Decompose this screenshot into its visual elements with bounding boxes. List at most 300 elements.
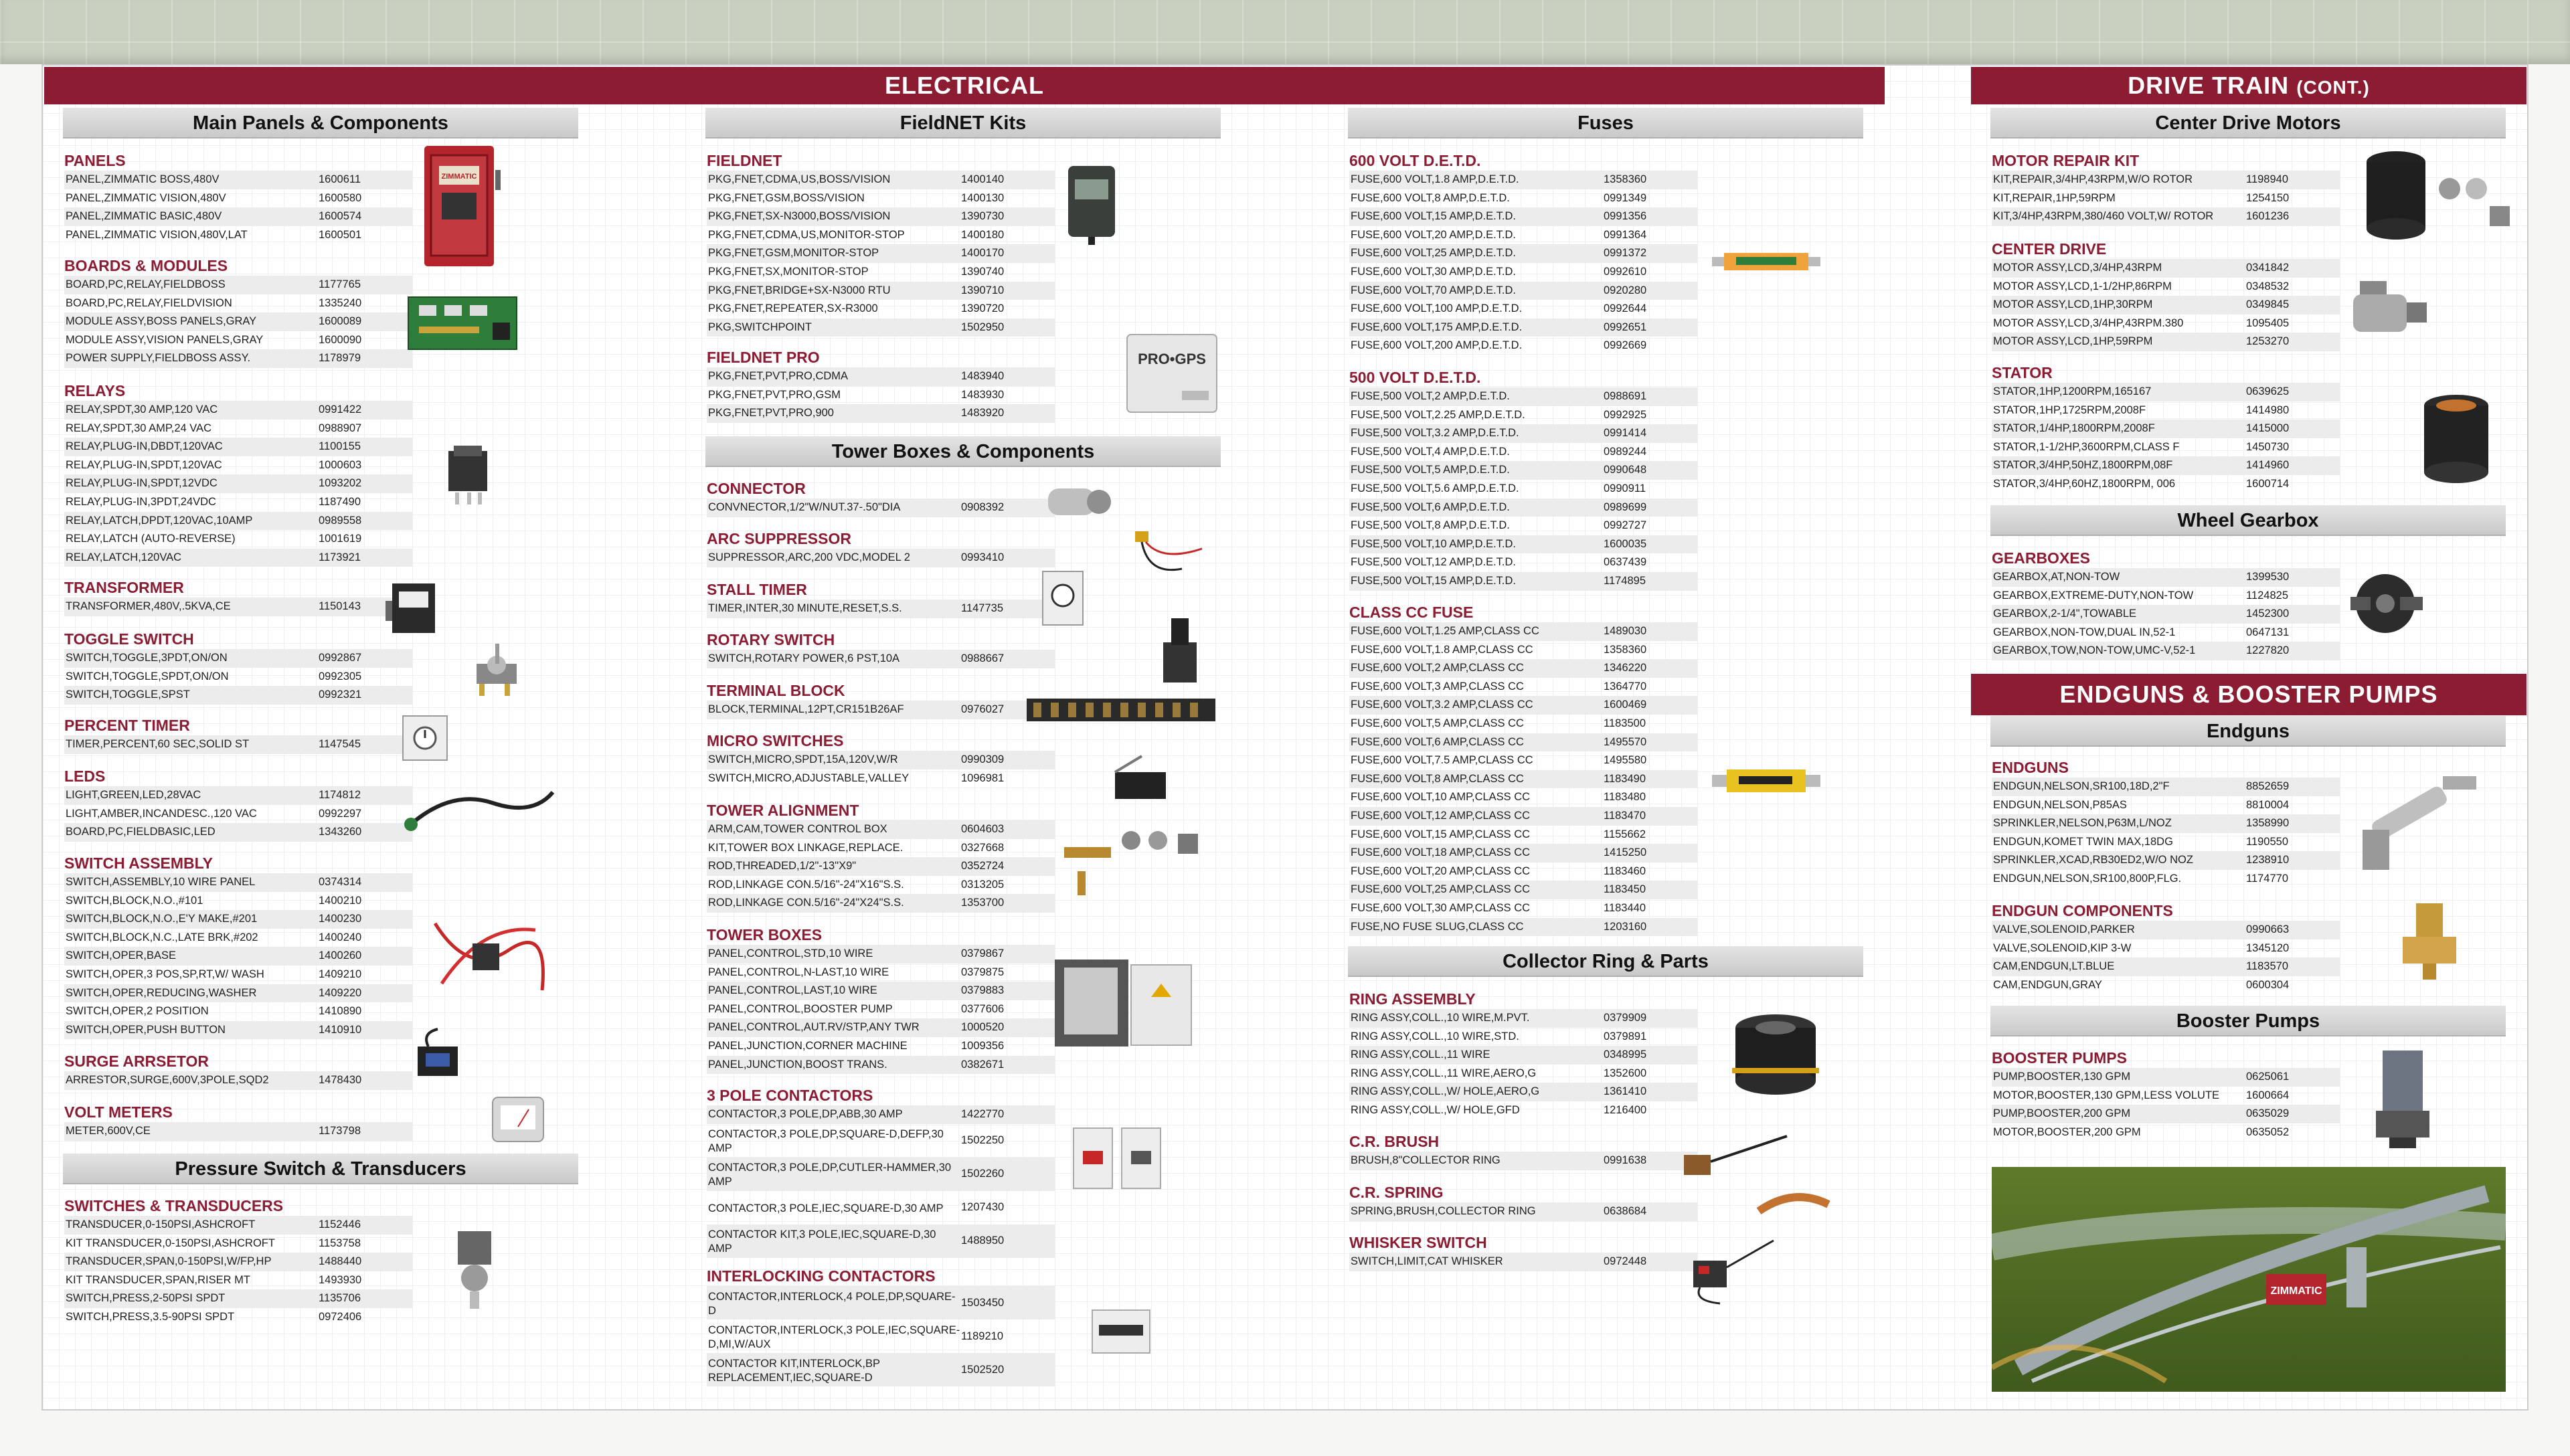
banner-electrical: ELECTRICAL xyxy=(44,67,1885,104)
part-number: 0638684 xyxy=(1604,1205,1647,1217)
subheader-collector-ring: Collector Ring & Parts xyxy=(1348,946,1863,977)
part-row xyxy=(1349,844,1697,862)
part-list xyxy=(1349,1152,1697,1170)
part-row xyxy=(1992,796,2340,815)
part-number: 1238910 xyxy=(2246,854,2290,867)
part-row xyxy=(64,1271,412,1290)
part-list xyxy=(1992,568,2340,660)
part-row xyxy=(707,1105,1055,1124)
part-row xyxy=(1349,535,1697,554)
part-row xyxy=(64,1122,412,1141)
part-description: STATOR,1-1/2HP,3600RPM,CLASS F xyxy=(1993,440,2180,453)
part-row xyxy=(707,244,1055,263)
part-description: VALVE,SOLENOID,KIP 3-W xyxy=(1993,941,2132,954)
part-description: CONTACTOR,3 POLE,DP,ABB,30 AMP xyxy=(708,1108,903,1120)
part-number: 1203160 xyxy=(1604,920,1647,933)
part-number: 0341842 xyxy=(2246,262,2290,274)
group-percent-timer xyxy=(64,716,412,754)
part-number: 1495580 xyxy=(1604,754,1647,767)
part-description: GEARBOX,EXTREME-DUTY,NON-TOW xyxy=(1993,589,2194,602)
part-row xyxy=(707,820,1055,839)
part-list xyxy=(1992,921,2340,994)
part-number: 1600611 xyxy=(319,173,361,185)
part-number: 1415000 xyxy=(2246,422,2290,435)
part-description: PKG,FNET,PVT,PRO,GSM xyxy=(708,388,841,401)
subheader-main-panels: Main Panels & Components xyxy=(63,108,578,139)
part-number: 1358990 xyxy=(2246,817,2290,830)
subheader-fieldnet-kits: FieldNET Kits xyxy=(705,108,1221,139)
group-heading: PERCENT TIMER xyxy=(64,717,190,734)
part-row xyxy=(1992,189,2340,208)
part-number: 0989699 xyxy=(1604,500,1647,513)
part-list xyxy=(707,171,1055,337)
part-row xyxy=(707,498,1055,517)
part-description: PKG,FNET,PVT,PRO,CDMA xyxy=(708,370,849,382)
group-heading: CENTER DRIVE xyxy=(1992,240,2107,258)
part-number: 1343260 xyxy=(319,826,362,838)
part-description: SUPPRESSOR,ARC,200 VDC,MODEL 2 xyxy=(708,551,910,563)
part-description: CONTACTOR KIT,3 POLE,IEC,SQUARE-D,30 AMP xyxy=(708,1228,936,1255)
part-row xyxy=(1349,318,1697,337)
part-number: 1399530 xyxy=(2246,571,2290,583)
part-row xyxy=(1349,171,1697,189)
part-row xyxy=(1349,1046,1697,1065)
part-description: TIMER,INTER,30 MINUTE,RESET,S.S. xyxy=(708,602,902,614)
part-description: RING ASSY,COLL.,10 WIRE,STD. xyxy=(1351,1030,1519,1042)
part-description: FUSE,600 VOLT,18 AMP,CLASS CC xyxy=(1351,846,1531,859)
part-list xyxy=(64,1122,412,1141)
part-number: 0988667 xyxy=(961,652,1005,664)
part-number: 1483920 xyxy=(961,407,1005,420)
part-description: FUSE,500 VOLT,2.25 AMP,D.E.T.D. xyxy=(1351,408,1525,421)
part-description: PANEL,ZIMMATIC BOSS,480V xyxy=(66,173,220,185)
part-row xyxy=(1992,438,2340,457)
part-number: 0379875 xyxy=(961,966,1005,978)
part-number: 1400240 xyxy=(319,931,362,943)
part-description: SPRINKLER,XCAD,RB30ED2,W/O NOZ xyxy=(1993,854,2193,867)
part-description: FUSE,600 VOLT,12 AMP,CLASS CC xyxy=(1351,809,1531,822)
part-description: FUSE,600 VOLT,7.5 AMP,CLASS CC xyxy=(1351,754,1533,767)
group-fieldnet-pro xyxy=(707,348,1055,423)
part-description: MOTOR,BOOSTER,130 GPM,LESS VOLUTE xyxy=(1993,1089,2220,1101)
part-description: GEARBOX,AT,NON-TOW xyxy=(1993,571,2120,583)
part-row xyxy=(1992,976,2340,995)
part-number: 0991364 xyxy=(1604,228,1647,241)
part-row xyxy=(707,600,1055,618)
part-number: 0908392 xyxy=(961,501,1005,513)
group-600-volt xyxy=(1349,151,1697,355)
group-heading: LEDS xyxy=(64,767,106,785)
part-row xyxy=(1992,456,2340,475)
part-row xyxy=(64,401,412,420)
group-heading: SURGE ARRSETOR xyxy=(64,1053,209,1070)
part-description: PKG,FNET,GSM,MONITOR-STOP xyxy=(708,247,879,260)
panel-brand-label: ZIMMATIC xyxy=(441,173,477,181)
part-description: BLOCK,TERMINAL,12PT,CR151B26AF xyxy=(708,703,904,715)
part-description: TRANSDUCER,SPAN,0-150PSI,W/FP,HP xyxy=(66,1255,272,1268)
part-number: 1216400 xyxy=(1604,1103,1647,1116)
part-row xyxy=(1349,406,1697,425)
part-row xyxy=(64,349,412,368)
part-description: CONVNECTOR,1/2"W/NUT.37-.50"DIA xyxy=(708,501,901,513)
part-row xyxy=(64,226,412,245)
part-number: 1600089 xyxy=(319,315,362,328)
part-row xyxy=(1992,1123,2340,1142)
part-row xyxy=(707,226,1055,245)
part-description: FUSE,600 VOLT,3 AMP,CLASS CC xyxy=(1351,680,1524,693)
part-description: PANEL,CONTROL,STD,10 WIRE xyxy=(708,947,873,960)
part-row xyxy=(64,456,412,475)
part-number: 1352600 xyxy=(1604,1067,1647,1079)
part-description: PUMP,BOOSTER,130 GPM xyxy=(1993,1071,2131,1083)
part-description: ROD,LINKAGE CON.5/16"-24"X24"S.S. xyxy=(708,897,904,909)
relay-icon xyxy=(442,443,495,510)
part-number: 1409210 xyxy=(319,968,362,980)
part-row xyxy=(64,873,412,892)
part-number: 1346220 xyxy=(1604,662,1647,674)
part-row xyxy=(64,438,412,456)
endgun-icon xyxy=(2322,763,2483,877)
group-terminal-block xyxy=(707,681,1055,719)
part-description: MOTOR ASSY,LCD,1HP,30RPM xyxy=(1993,298,2153,311)
part-number: 1502950 xyxy=(961,321,1005,333)
part-number: 1095405 xyxy=(2246,316,2290,329)
part-description: STATOR,1HP,1725RPM,2008F xyxy=(1993,403,2146,416)
part-description: RELAY,PLUG-IN,3PDT,24VDC xyxy=(66,495,216,508)
part-number: 0920280 xyxy=(1604,284,1647,296)
group-heading: TOWER BOXES xyxy=(707,926,823,943)
part-description: RELAY,LATCH (AUTO-REVERSE) xyxy=(66,533,236,545)
part-number: 0377606 xyxy=(961,1002,1005,1015)
part-number: 1096981 xyxy=(961,771,1005,784)
group-heading: VOLT METERS xyxy=(64,1103,173,1121)
part-description: FUSE,600 VOLT,1.25 AMP,CLASS CC xyxy=(1351,625,1539,637)
part-row xyxy=(1992,207,2340,226)
part-row xyxy=(1349,1028,1697,1046)
part-row xyxy=(1992,401,2340,420)
part-description: PKG,FNET,SX-N3000,BOSS/VISION xyxy=(708,210,891,223)
part-number: 0647131 xyxy=(2246,626,2290,638)
part-description: RELAY,PLUG-IN,SPDT,120VAC xyxy=(66,458,222,471)
part-row xyxy=(707,945,1055,964)
part-number: 1100155 xyxy=(319,440,361,453)
part-description: CONTACTOR,INTERLOCK,4 POLE,DP,SQUARE-D xyxy=(708,1290,956,1317)
part-number: 0993410 xyxy=(961,551,1005,563)
group-endgun-components xyxy=(1992,901,2340,994)
part-list xyxy=(707,367,1055,423)
sprinkler-sign-label: ZIMMATIC xyxy=(2270,1285,2322,1297)
part-row xyxy=(1349,300,1697,318)
group-heading: 600 VOLT D.E.T.D. xyxy=(1349,152,1481,169)
group-toggle-switch xyxy=(64,630,412,705)
part-row xyxy=(707,1320,1055,1353)
part-number: 1483930 xyxy=(961,388,1005,401)
part-description: FUSE,500 VOLT,8 AMP,D.E.T.D. xyxy=(1351,519,1510,532)
part-number: 0992727 xyxy=(1604,519,1647,532)
part-description: FUSE,600 VOLT,1.8 AMP,D.E.T.D. xyxy=(1351,173,1519,185)
part-number: 0382671 xyxy=(961,1058,1005,1071)
part-list xyxy=(707,498,1055,517)
part-number: 1400260 xyxy=(319,949,362,962)
part-description: FUSE,500 VOLT,5.6 AMP,D.E.T.D. xyxy=(1351,482,1519,494)
part-description: ENDGUN,KOMET TWIN MAX,18DG xyxy=(1993,835,2173,848)
group-heading: STALL TIMER xyxy=(707,581,807,598)
part-description: PKG,FNET,REPEATER,SX-R3000 xyxy=(708,302,878,315)
part-description: BRUSH,8"COLLECTOR RING xyxy=(1351,1154,1501,1166)
part-number: 0992305 xyxy=(319,670,362,682)
part-list xyxy=(1992,383,2340,494)
banner-drive-train xyxy=(1971,67,2526,104)
fuse-600-icon xyxy=(1709,248,1823,274)
part-number: 1483940 xyxy=(961,370,1005,382)
part-row xyxy=(1992,1105,2340,1123)
part-description: SWITCH,OPER,2 POSITION xyxy=(66,1005,209,1018)
group-relays xyxy=(64,381,412,567)
part-description: PKG,FNET,SX,MONITOR-STOP xyxy=(708,265,869,278)
part-description: SPRINKLER,NELSON,P63M,L/NOZ xyxy=(1993,817,2172,830)
part-row xyxy=(64,549,412,567)
part-number: 1183570 xyxy=(2246,960,2289,973)
part-description: RING ASSY,COLL.,11 WIRE,AERO,G xyxy=(1351,1067,1537,1079)
part-number: 0991372 xyxy=(1604,247,1647,260)
part-description: SWITCH,OPER,REDUCING,WASHER xyxy=(66,986,257,999)
part-description: RING ASSY,COLL.,11 WIRE xyxy=(1351,1049,1490,1061)
part-number: 1001619 xyxy=(319,533,362,545)
micro-switch-icon xyxy=(1102,752,1189,806)
gearbox-icon xyxy=(2342,557,2429,650)
part-row xyxy=(64,910,412,929)
part-description: FUSE,500 VOLT,12 AMP,D.E.T.D. xyxy=(1351,556,1516,569)
group-heading: MOTOR REPAIR KIT xyxy=(1992,152,2140,169)
part-description: MODULE ASSY,BOSS PANELS,GRAY xyxy=(66,315,257,328)
part-row xyxy=(1349,207,1697,226)
part-description: POWER SUPPLY,FIELDBOSS ASSY. xyxy=(66,352,251,365)
part-description: RELAY,SPDT,30 AMP,120 VAC xyxy=(66,403,218,416)
part-row xyxy=(64,420,412,438)
part-description: SWITCH,TOGGLE,SPST xyxy=(66,689,190,701)
part-list xyxy=(707,1286,1055,1386)
part-description: SWITCH,MICRO,SPDT,15A,120V,W/R xyxy=(708,753,898,765)
part-description: GEARBOX,TOW,NON-TOW,UMC-V,52-1 xyxy=(1993,644,2196,657)
part-description: TIMER,PERCENT,60 SEC,SOLID ST xyxy=(66,738,250,750)
group-heading: SWITCHES & TRANSDUCERS xyxy=(64,1197,284,1214)
group-heading: 3 POLE CONTACTORS xyxy=(707,1087,873,1104)
part-list xyxy=(707,945,1055,1074)
part-row xyxy=(707,282,1055,300)
part-number: 1502520 xyxy=(961,1363,1005,1376)
part-description: ARRESTOR,SURGE,600V,3POLE,SQD2 xyxy=(66,1074,269,1086)
part-list xyxy=(64,401,412,567)
part-description: SWITCH,MICRO,ADJUSTABLE,VALLEY xyxy=(708,771,910,784)
stator-icon xyxy=(2416,388,2496,488)
group-motor-repair xyxy=(1992,151,2340,226)
part-row xyxy=(1349,807,1697,826)
part-row xyxy=(1349,1065,1697,1083)
circuit-board-icon xyxy=(406,292,519,353)
part-number: 0991349 xyxy=(1604,191,1647,204)
part-row xyxy=(1992,314,2340,333)
part-description: CAM,ENDGUN,GRAY xyxy=(1993,978,2102,991)
part-description: KIT,REPAIR,3/4HP,43RPM,W/O ROTOR xyxy=(1993,173,2193,185)
part-row xyxy=(707,386,1055,405)
part-description: FUSE,600 VOLT,3.2 AMP,CLASS CC xyxy=(1351,699,1533,711)
part-description: KIT TRANSDUCER,0-150PSI,ASHCROFT xyxy=(66,1237,275,1249)
group-heading: 500 VOLT D.E.T.D. xyxy=(1349,369,1481,386)
part-description: STATOR,3/4HP,50HZ,1800RPM,08F xyxy=(1993,459,2173,472)
part-row xyxy=(1349,337,1697,355)
part-row xyxy=(707,189,1055,208)
group-heading: RELAYS xyxy=(64,382,126,399)
part-description: GEARBOX,2-1/4",TOWABLE xyxy=(1993,608,2137,620)
part-number: 1414960 xyxy=(2246,459,2290,472)
subheader-endguns: Endguns xyxy=(1990,716,2506,747)
banner-drive-train-title: DRIVE TRAIN xyxy=(2128,72,2290,99)
part-number: 0349845 xyxy=(2246,298,2290,311)
part-number: 1150143 xyxy=(319,600,361,612)
stall-timer-icon xyxy=(1037,565,1091,632)
part-number: 0604603 xyxy=(961,823,1005,835)
part-number: 0992867 xyxy=(319,652,362,664)
part-description: SWITCH,TOGGLE,3PDT,ON/ON xyxy=(66,652,228,664)
part-row xyxy=(1349,622,1697,641)
part-number: 1390710 xyxy=(961,284,1005,296)
center-drive-motor-icon xyxy=(2340,268,2433,361)
part-number: 1198940 xyxy=(2246,173,2289,185)
part-row xyxy=(1349,1253,1697,1271)
part-row xyxy=(707,982,1055,1000)
pro-gps-device-icon xyxy=(1122,327,1222,420)
group-arc-suppressor xyxy=(707,529,1055,567)
part-number: 1174895 xyxy=(1604,574,1646,587)
part-number: 8852659 xyxy=(2246,780,2290,792)
part-description: KIT TRANSDUCER,SPAN,RISER MT xyxy=(66,1273,250,1286)
banner-endguns-pumps: ENDGUNS & BOOSTER PUMPS xyxy=(1971,674,2526,715)
part-number: 0348532 xyxy=(2246,280,2290,292)
part-row xyxy=(1992,870,2340,889)
part-row xyxy=(707,964,1055,982)
part-number: 0327668 xyxy=(961,841,1005,854)
led-light-icon xyxy=(399,783,560,836)
part-description: FUSE,600 VOLT,70 AMP,D.E.T.D. xyxy=(1351,284,1516,296)
part-list xyxy=(707,600,1055,618)
part-number: 0635029 xyxy=(2246,1107,2290,1120)
part-row xyxy=(707,1191,1055,1224)
group-connector xyxy=(707,479,1055,517)
part-description: KIT,3/4HP,43RPM,380/460 VOLT,W/ ROTOR xyxy=(1993,210,2214,223)
part-number: 0379909 xyxy=(1604,1012,1647,1024)
part-row xyxy=(64,1002,412,1021)
part-row xyxy=(1349,1083,1697,1101)
group-class-cc xyxy=(1349,603,1697,936)
part-number: 1390730 xyxy=(961,210,1005,223)
part-number: 0992651 xyxy=(1604,321,1647,333)
part-row xyxy=(1992,851,2340,870)
part-row xyxy=(1349,189,1697,208)
contactor-icon xyxy=(1068,1121,1169,1195)
part-description: FUSE,500 VOLT,10 AMP,D.E.T.D. xyxy=(1351,537,1516,550)
part-description: SWITCH,OPER,BASE xyxy=(66,949,177,962)
subheader-tower-boxes: Tower Boxes & Components xyxy=(705,436,1221,467)
part-number: 0988691 xyxy=(1604,390,1647,402)
part-row xyxy=(1349,226,1697,245)
part-row xyxy=(64,294,412,313)
part-description: KIT,REPAIR,1HP,59RPM xyxy=(1993,191,2116,204)
pro-gps-label: PRO•GPS xyxy=(1138,351,1206,367)
group-micro-switches xyxy=(707,731,1055,788)
part-number: 1600580 xyxy=(319,191,362,204)
part-description: PANEL,JUNCTION,CORNER MACHINE xyxy=(708,1039,908,1052)
part-number: 1493930 xyxy=(319,1273,362,1286)
terminal-block-icon xyxy=(1024,689,1218,729)
tower-box-icon xyxy=(1051,950,1198,1057)
part-number: 0379867 xyxy=(961,947,1005,960)
part-description: METER,600V,CE xyxy=(66,1125,151,1137)
part-description: PKG,FNET,CDMA,US,MONITOR-STOP xyxy=(708,228,905,241)
part-row xyxy=(64,493,412,512)
part-description: SWITCH,ROTARY POWER,6 PST,10A xyxy=(708,652,900,664)
group-heading: GEARBOXES xyxy=(1992,549,2090,567)
part-row xyxy=(1349,918,1697,937)
part-number: 1361410 xyxy=(1604,1085,1647,1098)
part-row xyxy=(1349,1152,1697,1170)
part-number: 1600090 xyxy=(319,333,362,346)
part-number: 1600664 xyxy=(2246,1089,2290,1101)
part-number: 1147545 xyxy=(319,738,361,750)
part-number: 1189210 xyxy=(961,1330,1004,1342)
part-list xyxy=(1349,387,1697,591)
toggle-switch-icon xyxy=(468,641,529,701)
part-row xyxy=(1992,568,2340,587)
part-row xyxy=(64,189,412,208)
part-row xyxy=(707,751,1055,769)
part-list xyxy=(64,873,412,1039)
part-number: 0625061 xyxy=(2246,1071,2290,1083)
part-description: FUSE,600 VOLT,6 AMP,CLASS CC xyxy=(1351,735,1524,748)
part-list xyxy=(64,735,412,754)
part-number: 1502250 xyxy=(961,1134,1005,1147)
part-number: 1390720 xyxy=(961,302,1005,315)
part-number: 1147735 xyxy=(961,602,1004,614)
part-row xyxy=(707,894,1055,913)
part-number: 1358360 xyxy=(1604,173,1647,185)
part-description: FUSE,600 VOLT,200 AMP,D.E.T.D. xyxy=(1351,339,1523,352)
part-number: 1253270 xyxy=(2246,335,2290,348)
part-row xyxy=(1992,259,2340,278)
group-heading: C.R. BRUSH xyxy=(1349,1133,1440,1150)
part-number: 1409220 xyxy=(319,986,362,999)
group-heading: ENDGUN COMPONENTS xyxy=(1992,902,2173,919)
collector-ring-icon xyxy=(1725,1001,1826,1115)
part-number: 1450730 xyxy=(2246,440,2290,453)
subheader-pressure-switch: Pressure Switch & Transducers xyxy=(63,1154,578,1184)
part-row xyxy=(1349,659,1697,678)
part-row xyxy=(707,1158,1055,1191)
part-list xyxy=(64,276,412,368)
group-whisker-switch xyxy=(1349,1233,1697,1271)
part-number: 1183480 xyxy=(1604,791,1646,804)
part-description: FUSE,500 VOLT,15 AMP,D.E.T.D. xyxy=(1351,574,1516,587)
part-row xyxy=(1349,263,1697,282)
part-description: CAM,ENDGUN,LT.BLUE xyxy=(1993,960,2115,973)
part-number: 1400230 xyxy=(319,913,362,925)
part-description: FUSE,500 VOLT,5 AMP,D.E.T.D. xyxy=(1351,464,1510,476)
part-description: MOTOR ASSY,LCD,3/4HP,43RPM xyxy=(1993,262,2162,274)
part-number: 1488440 xyxy=(319,1255,362,1268)
arc-suppressor-icon xyxy=(1122,522,1215,589)
part-row xyxy=(64,786,412,805)
part-row xyxy=(64,984,412,1003)
part-number: 0992610 xyxy=(1604,265,1647,278)
